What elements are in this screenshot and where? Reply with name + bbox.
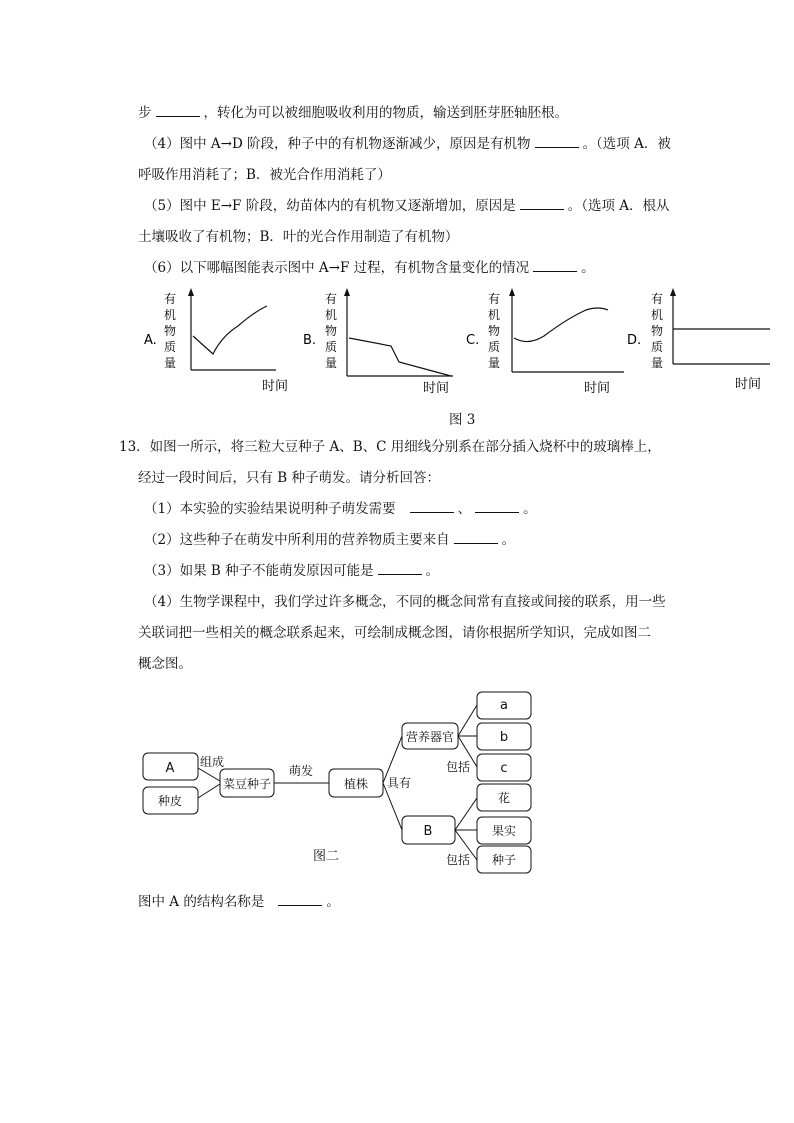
text-segment: 。 [581,260,595,276]
text-segment: （3）如果 B 种子不能萌发原因可能是 [144,563,374,579]
answer-blank[interactable] [378,562,422,575]
svg-text:物: 物 [651,324,664,338]
svg-text:质: 质 [651,340,664,354]
q13-line-2: 经过一段时间后，只有 B 种子萌发。请分析回答： [138,470,441,486]
svg-text:物: 物 [164,324,177,338]
curve-c [514,308,608,342]
answer-blank[interactable] [156,104,200,117]
graph-option-c [466,288,626,398]
q13-sub4-line-2: 关联词把一些相关的概念联系起来，可绘制成概念图，请你根据所学知识，完成如图二 [138,625,651,641]
y-axis-arrow [188,288,194,296]
svg-text:质: 质 [488,340,501,354]
label-germinate: 萌发 [289,764,314,778]
svg-text:机: 机 [651,308,664,322]
answer-blank[interactable] [535,135,579,148]
svg-text:机: 机 [164,308,177,322]
svg-text:有: 有 [325,292,338,306]
text-segment: ，转化为可以被细胞吸收利用的物质，输送到胚芽胚轴胚根。 [203,105,568,121]
text-line-4 [144,196,670,216]
box-seed-coat-text: 种皮 [157,794,183,808]
text-segment: （5）图中 E→F 阶段，幼苗体内的有机物又逐渐增加，原因是 [144,198,516,214]
svg-text:量: 量 [164,356,177,370]
answer-blank[interactable] [533,259,577,272]
text-segment: 。 [523,501,537,517]
q13-sub1 [144,499,537,519]
y-axis-label [651,292,663,370]
text-segment: 。 [501,532,516,548]
curve-b [349,338,451,376]
box-seed-text: 种子 [491,853,517,867]
svg-text:有: 有 [164,292,177,306]
q13-sub4-line-1: （4）生物学课程中，我们学过许多概念，不同的概念间常有直接或间接的联系，用一些 [144,594,666,610]
final-question-line [138,892,340,912]
svg-text:量: 量 [325,356,338,370]
svg-text:量: 量 [651,356,664,370]
box-c-blank-text: c [500,761,508,776]
option-label: A. [144,333,157,348]
box-vegetative-organ-text: 营养器官 [405,730,455,744]
text-segment: 图中 A 的结构名称是 [138,894,265,910]
svg-text:有: 有 [651,292,664,306]
curve-a [193,306,267,354]
text-segment: 。 [425,563,440,579]
text-segment: （1）本实验的实验结果说明种子萌发需要 [144,501,396,517]
text-segment: 。（选项 A．根从 [567,198,670,214]
answer-blank[interactable] [520,197,564,210]
graph-option-a [140,288,289,398]
x-axis-label: 时间 [735,377,762,392]
y-axis-arrow [670,288,676,296]
text-line-3: 呼吸作用消耗了；B．被光合作用消耗了） [138,167,391,183]
label-include-2: 包括 [446,853,471,867]
svg-text:物: 物 [325,324,338,338]
svg-text:机: 机 [488,308,501,322]
text-line-2 [144,134,671,154]
q13-line-1: 13．如图一所示，将三粒大豆种子 A、B、C 用细线分别系在部分插入烧杯中的玻璃棒上， [119,439,661,455]
svg-text:质: 质 [164,340,177,354]
figure-3-caption: 图 3 [449,412,476,428]
x-axis-label: 时间 [584,381,611,396]
answer-blank[interactable] [278,893,322,906]
text-segment: 。 [326,894,340,910]
text-segment: （4）图中 A→D 阶段，种子中的有机物逐渐减少，原因是有机物 [144,136,531,152]
box-bean-seed-text: 菜豆种子 [222,777,272,791]
concept-map [0,680,794,880]
y-axis-label [488,292,500,370]
svg-text:有: 有 [488,292,501,306]
answer-blank[interactable] [410,500,454,513]
graph-option-b [303,288,463,398]
svg-text:机: 机 [325,308,338,322]
q13-sub3 [144,561,439,581]
label-have: 具有 [387,776,412,790]
figure-2-caption: 图二 [313,849,340,864]
answer-blank[interactable] [475,500,519,513]
q13-sub2 [144,530,515,550]
box-b-blank-text: b [499,730,509,745]
text-segment: 。（选项 A．被 [582,136,671,152]
option-label: C. [466,333,480,348]
q13-sub4-line-3: 概念图。 [138,656,192,672]
y-axis-label [164,292,176,370]
option-label: D. [627,333,642,348]
text-line-5: 土壤吸收了有机物；B．叶的光合作用制造了有机物） [138,229,459,245]
svg-text:量: 量 [488,356,501,370]
text-line-6 [144,258,595,278]
text-segment: （2）这些种子在萌发中所利用的营养物质主要来自 [144,532,450,548]
label-compose: 组成 [200,755,225,769]
label-include-1: 包括 [446,760,471,774]
option-label: B. [303,333,317,348]
x-axis-label: 时间 [262,379,289,394]
y-axis-arrow [509,288,515,296]
box-a-text: A [165,761,175,776]
x-axis-label: 时间 [423,381,450,396]
graph-option-d [627,288,777,398]
y-axis-label [325,292,337,370]
box-b-organ-text: B [423,824,433,839]
text-segment: （6）以下哪幅图能表示图中 A→F 过程，有机物含量变化的情况 [144,260,530,276]
text-segment: 步 [138,105,152,121]
svg-text:质: 质 [325,340,338,354]
box-fruit-text: 果实 [491,824,517,838]
box-flower-text: 花 [497,791,511,805]
answer-blank[interactable] [454,531,498,544]
box-plant-text: 植株 [343,777,369,791]
y-axis-arrow [344,288,350,296]
text-line-1 [138,103,568,123]
box-a-blank-text: a [500,698,508,713]
text-segment: 、 [457,501,472,517]
svg-text:物: 物 [488,324,501,338]
